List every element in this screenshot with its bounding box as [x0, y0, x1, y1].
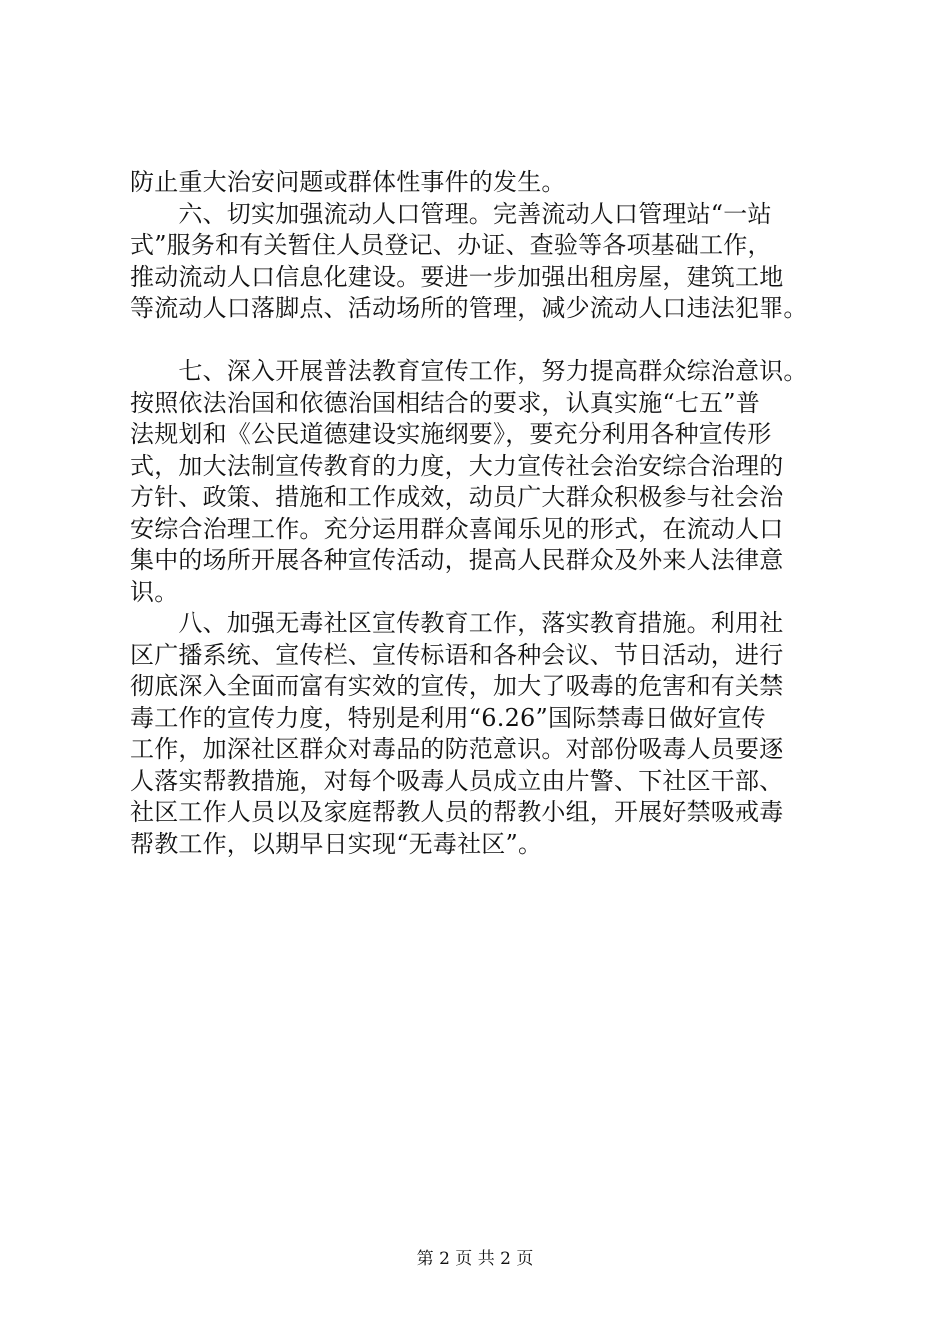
text-line: 人落实帮教措施，对每个吸毒人员成立由片警、下社区干部、: [130, 766, 784, 795]
text-line: 等流动人口落脚点、活动场所的管理，减少流动人口违法犯罪。: [130, 294, 808, 322]
text-line: 七、深入开展普法教育宣传工作，努力提高群众综治意识。: [130, 357, 808, 385]
text-line: 防止重大治安问题或群体性事件的发生。: [130, 168, 566, 196]
text-line: 集中的场所开展各种宣传活动，提高人民群众及外来人法律意: [130, 546, 784, 574]
text-line: 安综合治理工作。充分运用群众喜闻乐见的形式，在流动人口: [130, 514, 784, 543]
text-line: 六、切实加强流动人口管理。完善流动人口管理站“一站: [130, 199, 772, 228]
text-line: 推动流动人口信息化建设。要进一步加强出租房屋，建筑工地: [130, 262, 784, 291]
paragraph-spacer: [130, 325, 850, 357]
page-footer: 第 2 页 共 2 页: [416, 1249, 534, 1269]
text-line: 帮教工作，以期早日实现“无毒社区”。: [130, 829, 543, 858]
text-line: 识。: [130, 577, 179, 606]
text-line: 八、加强无毒社区宣传教育工作，落实教育措施。利用社: [130, 609, 784, 637]
paragraph-group-sections-7-8: [130, 356, 850, 860]
text-line: 彻底深入全面而富有实效的宣传，加大了吸毒的危害和有关禁: [130, 672, 784, 700]
document-body: [130, 167, 850, 860]
text-line: 毒工作的宣传力度，特别是利用“6.26”国际禁毒日做好宣传: [130, 703, 766, 732]
text-line: 式”服务和有关暂住人员登记、办证、查验等各项基础工作，: [130, 231, 772, 259]
text-line: 法规划和《公民道德建设实施纲要》，要充分利用各种宣传形: [130, 420, 772, 448]
text-line: 式，加大法制宣传教育的力度，大力宣传社会治安综合治理的: [130, 451, 784, 480]
text-line: 工作，加深社区群众对毒品的防范意识。对部份吸毒人员要逐: [130, 735, 784, 763]
paragraph-group-section-6: [130, 167, 850, 325]
text-line: 区广播系统、宣传栏、宣传标语和各种会议、节日活动，进行: [130, 640, 784, 669]
text-line: 社区工作人员以及家庭帮教人员的帮教小组，开展好禁吸戒毒: [130, 798, 784, 826]
text-line: 按照依法治国和依德治国相结合的要求，认真实施“七五”普: [130, 388, 760, 417]
text-line: 方针、政策、措施和工作成效，动员广大群众积极参与社会治: [130, 483, 784, 511]
